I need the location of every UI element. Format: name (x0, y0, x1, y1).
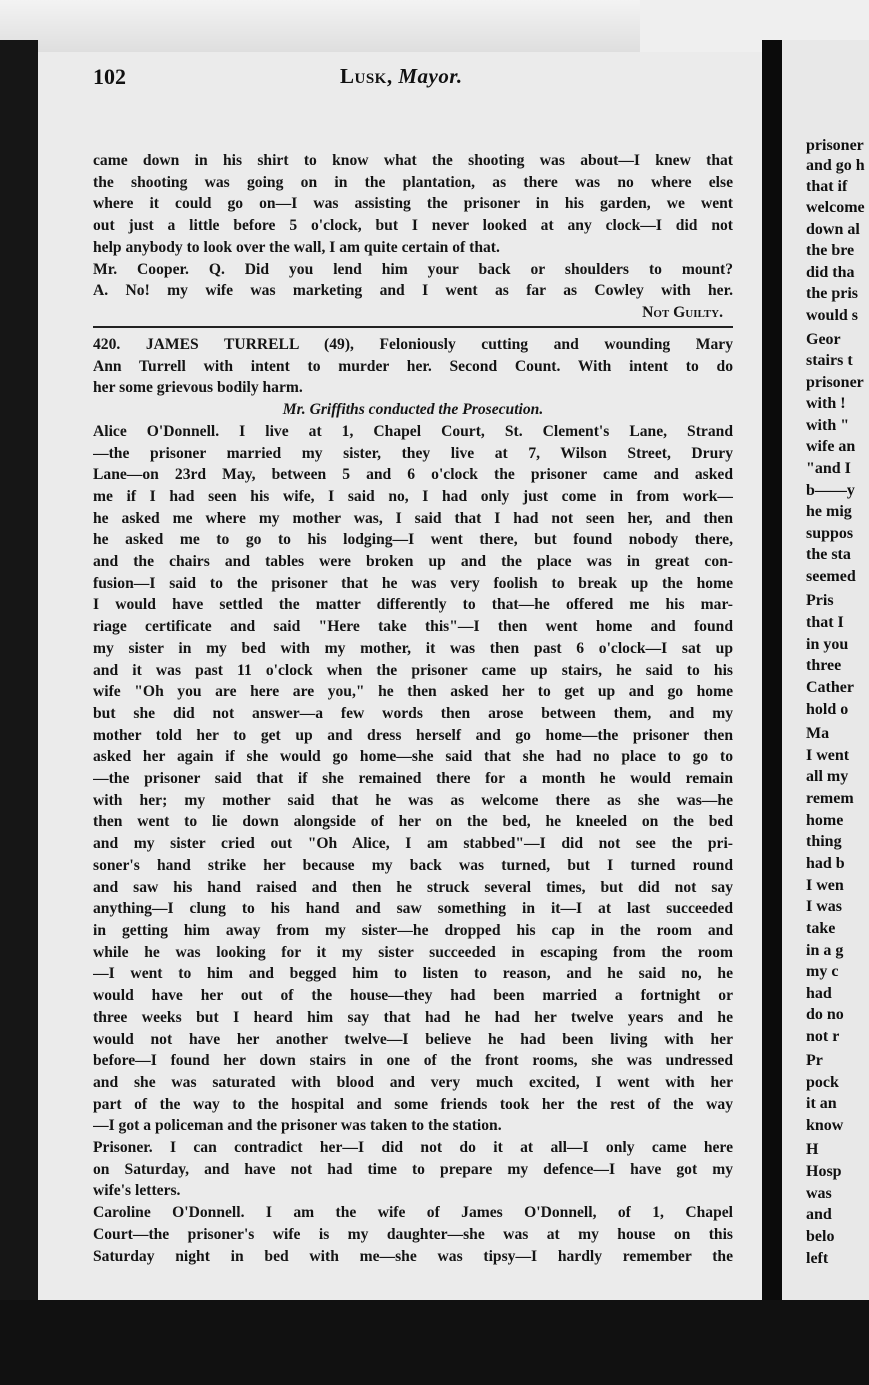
right-page-fragment: Ma (806, 725, 830, 742)
text-line: three weeks but I heard him say that had he had her twelve years and he (93, 1008, 733, 1026)
right-page-fragment: do no (806, 1006, 844, 1023)
text-line: before—I found her down stairs in one of the front rooms, she was undressed (93, 1052, 733, 1070)
case-section (93, 334, 733, 1267)
right-page-fragment: and (806, 1206, 832, 1223)
right-page-fragment: H (806, 1141, 819, 1158)
right-page-fragment: that I (806, 614, 844, 631)
text-line: would not have her another twelve—I believe he had been living with her (93, 1030, 733, 1048)
text-line: he asked me where my mother was, I said that I had not seen her, and then (93, 509, 733, 527)
right-page-fragment: Hosp (806, 1163, 842, 1180)
text-line: out just a little before 5 o'clock, but I never looked at any clock—I did not (93, 217, 733, 235)
right-page-fragment: I went (806, 747, 850, 764)
text-line: A. No! my wife was marketing and I went as far as Cowley with her. (93, 282, 733, 300)
right-page-fragment: all my (806, 768, 849, 785)
right-page-fragment: Pris (806, 592, 834, 609)
text-line: Mr. Cooper. Q. Did you lend him your back or shoulders to mount? (93, 260, 733, 278)
text-line: —the prisoner married my sister, they live at 7, Wilson Street, Drury (93, 444, 733, 462)
right-page-fragment: in you (806, 636, 849, 653)
text-line: Caroline O'Donnell. I am the wife of James O'Donnell, of 1, Chapel (93, 1204, 733, 1222)
running-head-title: Mayor. (398, 64, 463, 88)
right-page-fragment: I wen (806, 877, 844, 894)
top-section (93, 150, 733, 324)
text-line: Prisoner. I can contradict her—I did not do it at all—I only came here (93, 1139, 733, 1157)
book-gutter (762, 40, 782, 1320)
text-line: anything—I clung to his hand and saw something in it—I at last succeeded (93, 900, 733, 918)
text-line: and saw his hand raised and then he struck several times, but did not say (93, 878, 733, 896)
right-page-fragment: not r (806, 1028, 840, 1045)
right-page-fragment: would s (806, 307, 859, 324)
scan-left-edge (0, 40, 38, 1310)
right-page-fragment: the pris (806, 285, 858, 302)
right-page-fragment: Pr (806, 1052, 823, 1069)
right-page-fragment: Cather (806, 679, 854, 696)
case-heading-line: her some grievous bodily harm. (93, 379, 303, 397)
right-page-fragment: that if (806, 178, 848, 195)
right-page-fragment: home (806, 812, 844, 829)
case-heading-line: Ann Turrell with intent to murder her. Second Count. With intent to do (93, 357, 733, 375)
page-number: 102 (93, 64, 126, 89)
right-page-edge (782, 40, 869, 1310)
right-page-fragment: the bre (806, 242, 855, 259)
text-line: where it could go on—I was assisting the prisoner in his garden, we went (93, 195, 733, 213)
verdict: Not Guilty. (642, 303, 723, 321)
text-line: the shooting was going on in the plantation, as there was no where else (93, 173, 733, 191)
right-page-fragment: "and I (806, 460, 851, 477)
case-heading-line: 420. JAMES TURRELL (49), Feloniously cutting and wounding Mary (93, 336, 733, 353)
right-page-fragment: belo (806, 1228, 835, 1245)
text-line: then went to lie down alongside of her on the bed, he kneeled on the bed (93, 813, 733, 831)
text-line: fusion—I said to the prisoner that he was very foolish to break up the home (93, 574, 733, 592)
text-line: while he was looking for it my sister succeeded in escaping from the room (93, 943, 733, 961)
text-line: riage certificate and said "Here take this"—I then went home and found (93, 618, 733, 636)
right-page-fragment: had b (806, 855, 845, 872)
text-line: Alice O'Donnell. I live at 1, Chapel Court, St. Clement's Lane, Strand (93, 422, 733, 440)
text-line: and she was saturated with blood and very much excited, I went with her (93, 1073, 733, 1091)
right-page-fragment: I was (806, 898, 843, 915)
right-page-fragment: did tha (806, 264, 855, 281)
right-page-fragment: stairs t (806, 352, 853, 369)
text-line: wife "Oh you are here are you," he then asked her to get up and go home (93, 683, 733, 701)
text-line: help anybody to look over the wall, I am quite certain of that. (93, 238, 500, 256)
right-page-fragment: take (806, 920, 836, 937)
right-page-fragment: and go h (806, 157, 865, 174)
text-line: my sister in my bed with my mother, it was then past 6 o'clock—I sat up (93, 639, 733, 657)
right-page-fragment: had (806, 985, 832, 1002)
section-divider (93, 326, 733, 328)
text-line: part of the way to the hospital and some friends took her the rest of the way (93, 1095, 733, 1113)
text-line: but she did not answer—a few words then arose between them, and my (93, 704, 733, 722)
right-page-fragment: b——y (806, 482, 855, 499)
text-line: —I went to him and begged him to listen to reason, and he said no, he (93, 965, 733, 983)
text-line: he asked me to go to his lodging—I went there, but found nobody there, (93, 531, 733, 549)
right-page-fragment: Geor (806, 331, 841, 348)
text-line: soner's hand strike her because my back was turned, but I turned round (93, 856, 733, 874)
scan-bottom-margin (0, 1300, 869, 1385)
text-line: in getting him away from my sister—he dropped his cap in the room and (93, 921, 733, 939)
text-line: came down in his shirt to know what the shooting was about—I knew that (93, 152, 733, 169)
right-page-fragment: the sta (806, 546, 851, 563)
text-line: would have her out of the house—they had been married a fortnight or (93, 987, 733, 1005)
right-page-fragment: down al (806, 221, 860, 238)
right-page-fragment: with ! (806, 395, 846, 412)
right-page-fragment: he mig (806, 503, 852, 520)
text-line: me if I had seen his wife, I said no, I had only just come in from work— (93, 487, 733, 505)
text-line: Saturday night in bed with me—she was tipsy—I hardly remember the (93, 1247, 733, 1265)
text-line: and it was past 11 o'clock when the prisoner came up stairs, he said to his (93, 661, 733, 679)
text-line: with her; my mother said that he was as welcome there as she was—he (93, 791, 733, 809)
text-line: Lane—on 23rd May, between 5 and 6 o'clock the prisoner came and asked (93, 466, 733, 484)
right-page-fragment: thing (806, 833, 842, 850)
text-line: and the chairs and tables were broken up and the place was in great con- (93, 553, 733, 571)
right-page-fragment: was (806, 1185, 832, 1202)
right-page-fragment: seemed (806, 568, 856, 585)
right-page-fragment: hold o (806, 701, 849, 718)
right-page-fragment: prisoner (806, 374, 864, 391)
text-line: mother told her to get up and dress herself and go home—the prisoner then (93, 726, 733, 744)
text-line: —I got a policeman and the prisoner was taken to the station. (93, 1117, 502, 1135)
prosecution-note: Mr. Griffiths conducted the Prosecution. (282, 401, 544, 419)
running-head (340, 64, 463, 89)
text-line: I would have settled the matter differently to that—he offered me his mar- (93, 596, 733, 614)
running-head-name: Lusk, (340, 64, 393, 88)
right-page-fragment: remem (806, 790, 854, 807)
right-page-fragment: three (806, 657, 842, 674)
right-page-fragment: left (806, 1250, 829, 1267)
right-page-fragment: with " (806, 417, 850, 434)
right-page-fragment: in a g (806, 942, 844, 959)
right-page-fragment: welcome (806, 199, 865, 216)
right-page-fragment: wife an (806, 438, 856, 455)
text-line: wife's letters. (93, 1182, 181, 1200)
right-page-fragment: pock (806, 1074, 839, 1091)
right-page-fragment: my c (806, 963, 839, 980)
text-line: Court—the prisoner's wife is my daughter—she was at my house on this (93, 1225, 733, 1243)
right-page-fragment: suppos (806, 525, 854, 542)
right-page-fragment: it an (806, 1095, 837, 1112)
text-line: and my sister cried out "Oh Alice, I am stabbed"—I did not see the pri- (93, 835, 733, 853)
right-page-fragment: know (806, 1117, 844, 1134)
text-line: —the prisoner said that if she remained there for a month he would remain (93, 770, 733, 788)
text-line: on Saturday, and have not had time to prepare my defence—I have got my (93, 1160, 733, 1178)
right-page-fragment: prisoner (806, 137, 864, 154)
text-line: asked her again if she would go home—she said that she had no place to go to (93, 748, 733, 766)
